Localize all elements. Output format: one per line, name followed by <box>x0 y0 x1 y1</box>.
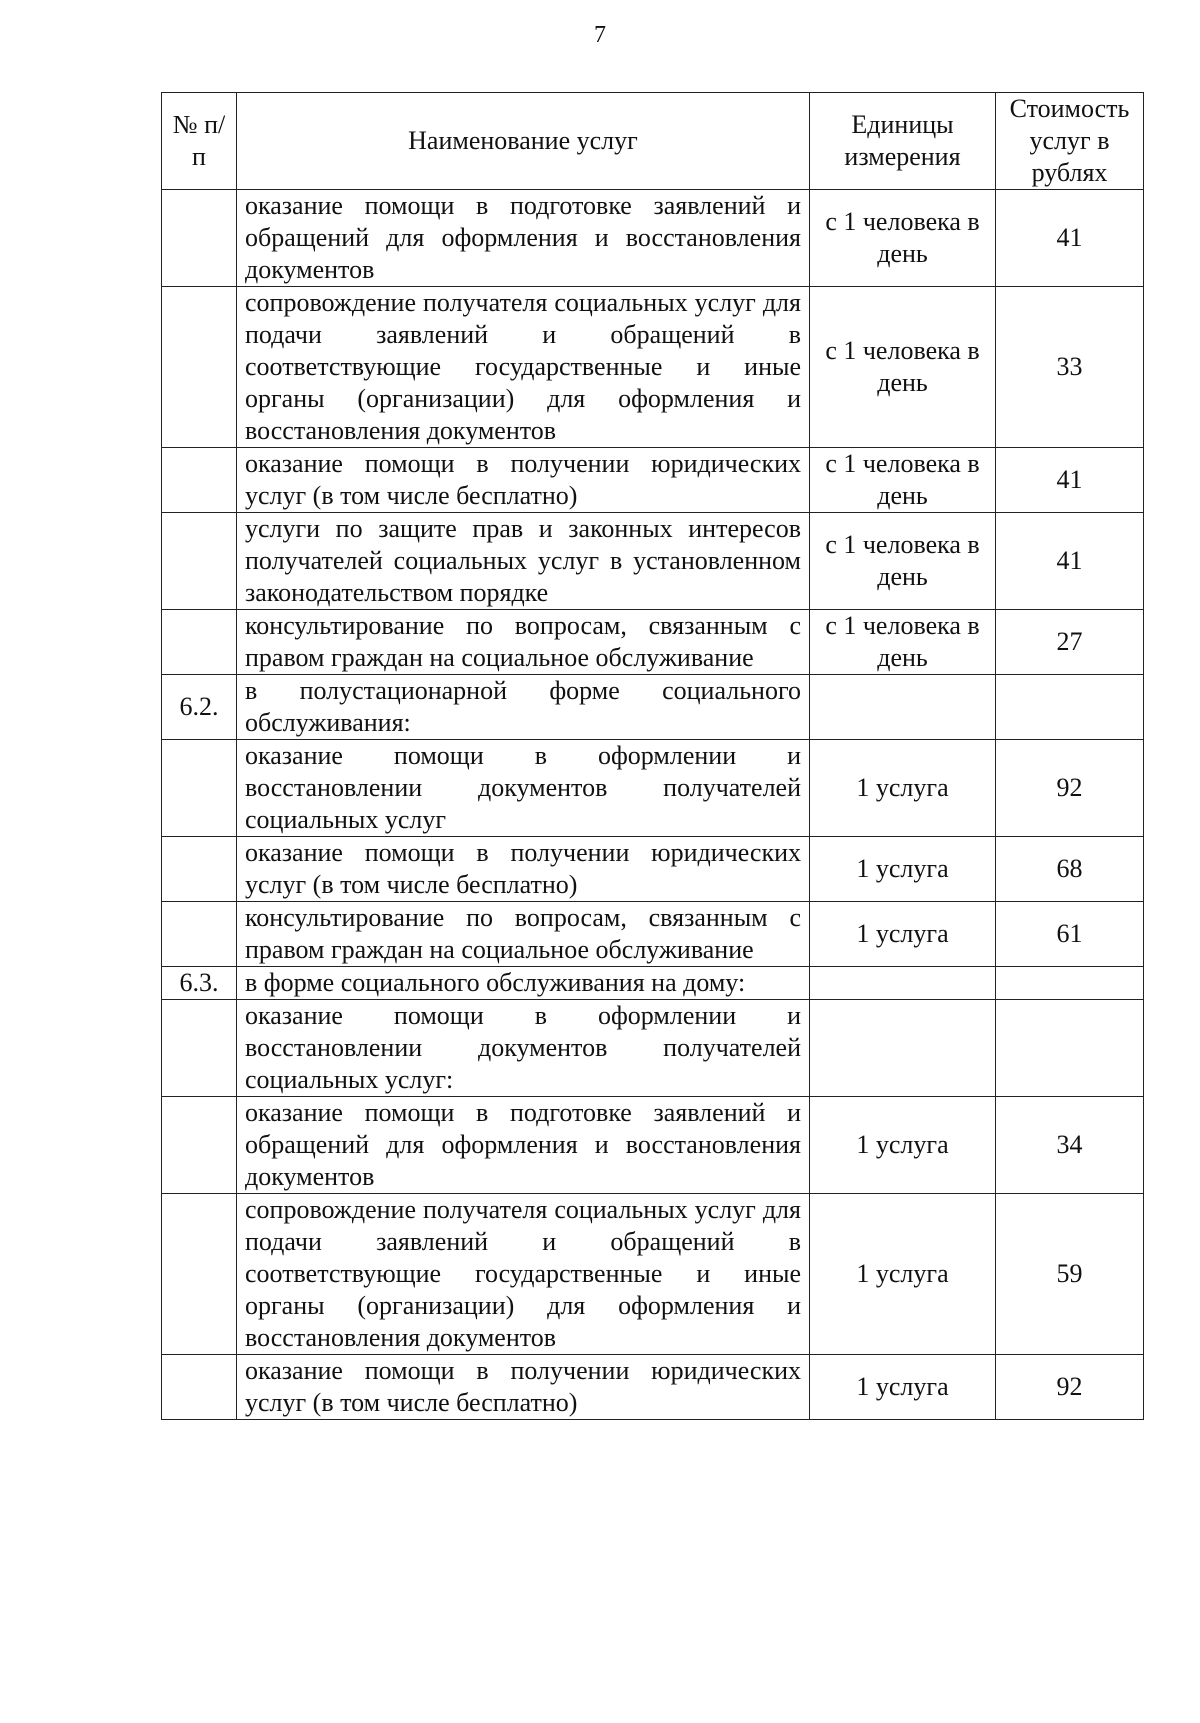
row-number <box>162 448 237 513</box>
row-number <box>162 513 237 610</box>
unit-of-measure: 1 услуга <box>810 1355 996 1420</box>
row-number: 6.2. <box>162 675 237 740</box>
service-price: 92 <box>996 740 1144 837</box>
service-name: консультирование по вопросам, связанным с правом граждан на социальное обслуживание <box>237 902 810 967</box>
service-price <box>996 1000 1144 1097</box>
row-number <box>162 287 237 448</box>
service-name: оказание помощи в получении юридических услуг (в том числе бесплатно) <box>237 448 810 513</box>
row-number <box>162 190 237 287</box>
service-price: 27 <box>996 610 1144 675</box>
table-row <box>162 967 1144 1000</box>
services-table <box>161 92 1144 1420</box>
table-row <box>162 837 1144 902</box>
table-row <box>162 448 1144 513</box>
service-price: 68 <box>996 837 1144 902</box>
unit-of-measure: 1 услуга <box>810 1097 996 1194</box>
unit-of-measure <box>810 675 996 740</box>
table-row <box>162 902 1144 967</box>
header-service-name: Наименование услуг <box>237 93 810 190</box>
service-price: 41 <box>996 190 1144 287</box>
row-number <box>162 837 237 902</box>
service-price <box>996 675 1144 740</box>
service-price: 59 <box>996 1194 1144 1355</box>
header-unit: Единицы измерения <box>810 93 996 190</box>
service-name: консультирование по вопросам, связанным с правом граждан на социальное обслуживание <box>237 610 810 675</box>
unit-of-measure: с 1 человека в день <box>810 448 996 513</box>
unit-of-measure: 1 услуга <box>810 902 996 967</box>
service-name: сопровождение получателя социальных услуг для подачи заявлений и обращений в соответствующие государственные и иные органы (организации) для оформления и восстановления документов <box>237 1194 810 1355</box>
table-row <box>162 1355 1144 1420</box>
table-row <box>162 740 1144 837</box>
table-row <box>162 675 1144 740</box>
service-price: 41 <box>996 448 1144 513</box>
row-number <box>162 610 237 675</box>
service-name: оказание помощи в получении юридических услуг (в том числе бесплатно) <box>237 1355 810 1420</box>
unit-of-measure <box>810 1000 996 1097</box>
table-header-row <box>162 93 1144 190</box>
unit-of-measure <box>810 967 996 1000</box>
unit-of-measure: 1 услуга <box>810 1194 996 1355</box>
service-name: в полустационарной форме социального обслуживания: <box>237 675 810 740</box>
page-number: 7 <box>594 22 606 48</box>
unit-of-measure: 1 услуга <box>810 740 996 837</box>
service-price: 92 <box>996 1355 1144 1420</box>
service-name: оказание помощи в оформлении и восстановлении документов получателей социальных услуг: <box>237 1000 810 1097</box>
row-number <box>162 902 237 967</box>
service-price <box>996 967 1144 1000</box>
unit-of-measure: с 1 человека в день <box>810 190 996 287</box>
row-number <box>162 1194 237 1355</box>
table-row <box>162 610 1144 675</box>
unit-of-measure: с 1 человека в день <box>810 287 996 448</box>
service-name: оказание помощи в подготовке заявлений и обращений для оформления и восстановления документов <box>237 190 810 287</box>
row-number <box>162 740 237 837</box>
table-row <box>162 287 1144 448</box>
row-number <box>162 1355 237 1420</box>
table-row <box>162 1194 1144 1355</box>
service-name: оказание помощи в получении юридических услуг (в том числе бесплатно) <box>237 837 810 902</box>
unit-of-measure: 1 услуга <box>810 837 996 902</box>
row-number <box>162 1000 237 1097</box>
table-row <box>162 1000 1144 1097</box>
unit-of-measure: с 1 человека в день <box>810 513 996 610</box>
service-name: услуги по защите прав и законных интересов получателей социальных услуг в установленном законодательством порядке <box>237 513 810 610</box>
row-number <box>162 1097 237 1194</box>
row-number: 6.3. <box>162 967 237 1000</box>
table-body <box>162 190 1144 1420</box>
service-price: 41 <box>996 513 1144 610</box>
service-name: оказание помощи в оформлении и восстановлении документов получателей социальных услуг <box>237 740 810 837</box>
table-row <box>162 190 1144 287</box>
table-row <box>162 513 1144 610</box>
unit-of-measure: с 1 человека в день <box>810 610 996 675</box>
service-name: оказание помощи в подготовке заявлений и обращений для оформления и восстановления документов <box>237 1097 810 1194</box>
service-name: сопровождение получателя социальных услуг для подачи заявлений и обращений в соответствующие государственные и иные органы (организации) для оформления и восстановления документов <box>237 287 810 448</box>
table-row <box>162 1097 1144 1194</box>
service-price: 33 <box>996 287 1144 448</box>
service-price: 34 <box>996 1097 1144 1194</box>
header-price: Стоимость услуг в рублях <box>996 93 1144 190</box>
service-price: 61 <box>996 902 1144 967</box>
header-number: № п/п <box>162 93 237 190</box>
service-name: в форме социального обслуживания на дому: <box>237 967 810 1000</box>
